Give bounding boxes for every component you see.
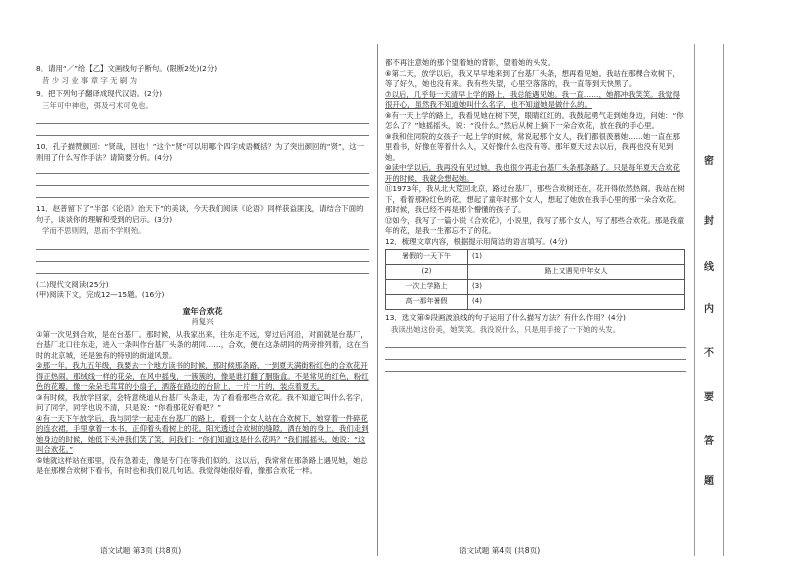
answer-line[interactable] xyxy=(36,164,369,174)
question-8: 8．请用“／”给【乙】文画线句子断句。(限断2处)(2分) xyxy=(36,64,218,73)
passage-paragraph: ④有一天下午放学后，我与同学一起走在台基厂的路上，看到一个女人站在合欢树下，她穿着一件碎花的连衣裙，手里拿着一本书，正仰着头看树上的花。阳光透过合欢树的缝隙，洒在她的身上，我们走到她身边的时候，她低下头冲我们笑了笑，问我们：“你们知道这是什么花吗？”我们摇摇头。她说：“这叫合欢花。” xyxy=(36,413,369,455)
passage-paragraph: ⑪1973年，我从北大荒回北京，路过台基厂，那些合欢树还在，花开得依然热闹。我站在树下，看着那粉红色的花，想起了童年时那个女人，想起了她放在我手心里的那一朵合欢花。那时候，我已经不再是那个懵懂的孩子了。 xyxy=(385,184,685,215)
table-row xyxy=(386,265,685,280)
passage-paragraph: ⑩读中学以后，我再没有见过她，我也很少再走台基厂头条那条路了。只是每年夏天合欢花开的时候，我就会想起她。 xyxy=(385,163,680,183)
question-11: 11．赵普留下了“半部《论语》治天下”的美谈，今天我们阅读《论语》同样获益匪浅，请结合下面的句子，谈谈你的理解和受到的启示。(3分) xyxy=(36,204,364,224)
passage-paragraph: ⑤她就这样站在那里，没有急着走，像是专门在等我们似的。这以后，我常常在那条路上遇见她，她总是在那棵合欢树下看书，有时也和我们说几句话。我觉得她很好看，像那合欢花一样。 xyxy=(36,455,368,476)
passage-title: 童年合欢花 xyxy=(182,306,223,316)
table-cell-answer[interactable]: (4) xyxy=(468,295,685,310)
answer-line[interactable] xyxy=(385,338,686,348)
passage-paragraph: ②那一年，我九五年级，我要去一个地方读书的时候，那时候那条路，一到夏天满街粉红色的合欢花开得正热闹。那绒线一样的花朵，在风中摇曳，一簇簇的，像是谁打翻了胭脂盒。不是常见的红色，粉红色的花瓣，像一朵朵毛茸茸的小扇子，洒落在路边的台阶上，一片一片的，装点着夏天。 xyxy=(36,361,369,392)
passage-author: 肖复兴 xyxy=(191,317,214,327)
answer-line[interactable] xyxy=(36,264,369,274)
table-row xyxy=(386,295,685,310)
answer-line[interactable] xyxy=(36,188,369,198)
table-cell: 一次上学路上 xyxy=(386,280,468,295)
table-cell-answer[interactable]: (2) xyxy=(386,265,468,280)
seal-char: 封 xyxy=(704,216,714,227)
passage-paragraph: ⑫如今，我写了一篇小说《合欢花》，小说里，我写了那个女人，写了那些合欢花。那是我童年的花，是我一生都忘不了的花。 xyxy=(385,215,685,236)
table-cell: 暑假的一天下午 xyxy=(386,250,468,265)
table-row xyxy=(386,280,685,295)
passage-paragraph: ③有时候，我放学回家，会特意绕道从台基厂头条走，为了看看那些合欢花。我不知道它叫什么名字，问了同学，同学也说不清，只是说：“你看那花好看吧？” xyxy=(36,392,368,413)
question-8-sentence: 昔 少 习 业 事 章 字 无 刷 为 xyxy=(42,75,138,85)
question-11-sentence: 学而不思则罔，思而不学则殆。 xyxy=(42,226,146,236)
outer-margin xyxy=(722,44,794,556)
table-cell-answer[interactable]: (1) xyxy=(468,250,685,265)
seal-char: 不 xyxy=(704,348,714,359)
answer-line[interactable] xyxy=(36,176,369,186)
table-cell: 路上又遇见中年女人 xyxy=(468,265,685,280)
passage-paragraph: ⑦以后，几乎每一天清早上学的路上，我总能遇见她。我一直……，她都冲我笑笑。我觉得很开心，虽然我不知道她叫什么名字，也不知道她是做什么的。 xyxy=(385,89,680,110)
answer-line[interactable] xyxy=(36,114,369,124)
passage-paragraph: ⑨我和住同院的女孩子一起上学的时候，常说起那个女人，我们都很羡慕她……她一直在那里看书，好像在等着什么人，又好像什么也没有等。那年夏天过去以后，我再也没有见到她。 xyxy=(385,131,680,162)
question-9: 9．把下列句子翻译成现代汉语。(2分) xyxy=(36,89,163,99)
seal-char: 要 xyxy=(704,392,714,403)
right-page xyxy=(377,0,694,562)
question-9-sentence: 三年可中神也，弭及弓术可免也。 xyxy=(42,100,153,110)
question-10: 10．孔子描赞颜回：“贤哉，回也！”这个“贤”可以用哪个四字成语概括？为了突出颜回的“贤”，这一则用了什么写作手法？请简要分析。(4分) xyxy=(36,142,365,162)
answer-line[interactable] xyxy=(385,362,686,372)
passage-intro: (甲)阅读下文，完成12—15题。(16分) xyxy=(36,290,165,300)
seal-char: 答 xyxy=(704,436,714,447)
question-13: 13．选文第⑤段画波浪线的句子运用了什么描写方法？有什么作用？(4分) xyxy=(385,313,626,323)
seal-char: 线 xyxy=(704,262,714,273)
passage-paragraph: ⑥第二天，放学以后，我又早早地来到了台基厂头条，想再看见她。我站在那棵合欢树下，等了好久，她也没有来。我有些失望，心里空落落的，我一直等到天快黑了。 xyxy=(385,68,680,89)
seal-char: 密 xyxy=(704,156,714,167)
summary-table xyxy=(385,249,685,310)
answer-line[interactable] xyxy=(36,240,369,250)
seal-margin xyxy=(694,44,724,556)
passage-paragraph: 都不再注意她的那个望着她的背影，望着她的头发。 xyxy=(385,58,555,67)
seal-char: 内 xyxy=(704,304,714,315)
section-heading: (二)现代文阅读(25分) xyxy=(36,279,109,289)
answer-line[interactable] xyxy=(36,252,369,262)
answer-line[interactable] xyxy=(385,350,686,360)
question-13-sentence: 我读出她这份美，她笑笑。我没说什么，只是用手接了一下她的头发。 xyxy=(391,324,621,334)
passage-paragraph: ①第一次见到合欢，是在台基厂。那时候，从我家出来，往东走不远，穿过后河沿，对面就是台基厂，台基厂北口往东走，进入一条叫作台基厂头条的胡同……，合欢，便在这条胡同的两旁排列着，这在当时的北京城，还是独有的特别的街道风景。 xyxy=(36,329,369,360)
table-row xyxy=(386,250,685,265)
answer-line[interactable] xyxy=(36,126,369,136)
table-cell-answer[interactable]: (3) xyxy=(468,280,685,295)
question-12: 12．梳理文章内容，根据提示用简洁的语言填写。(4分) xyxy=(385,236,568,246)
seal-char: 题 xyxy=(704,476,714,487)
page-footer: 语文试题 第3页 (共8页) xyxy=(100,546,182,556)
left-page xyxy=(0,0,377,562)
table-cell: 高一那年暑假 xyxy=(386,295,468,310)
passage-paragraph: ⑧有一天上学的路上，我看见她在树下哭，眼睛红红的。我鼓起勇气走到她身边，问她：“你怎么了？”她摇摇头，说：“没什么。”然后从树上摘下一朵合欢花，放在我的手心里。 xyxy=(385,110,684,131)
page-footer: 语文试题 第4页 (共8页) xyxy=(459,546,541,556)
